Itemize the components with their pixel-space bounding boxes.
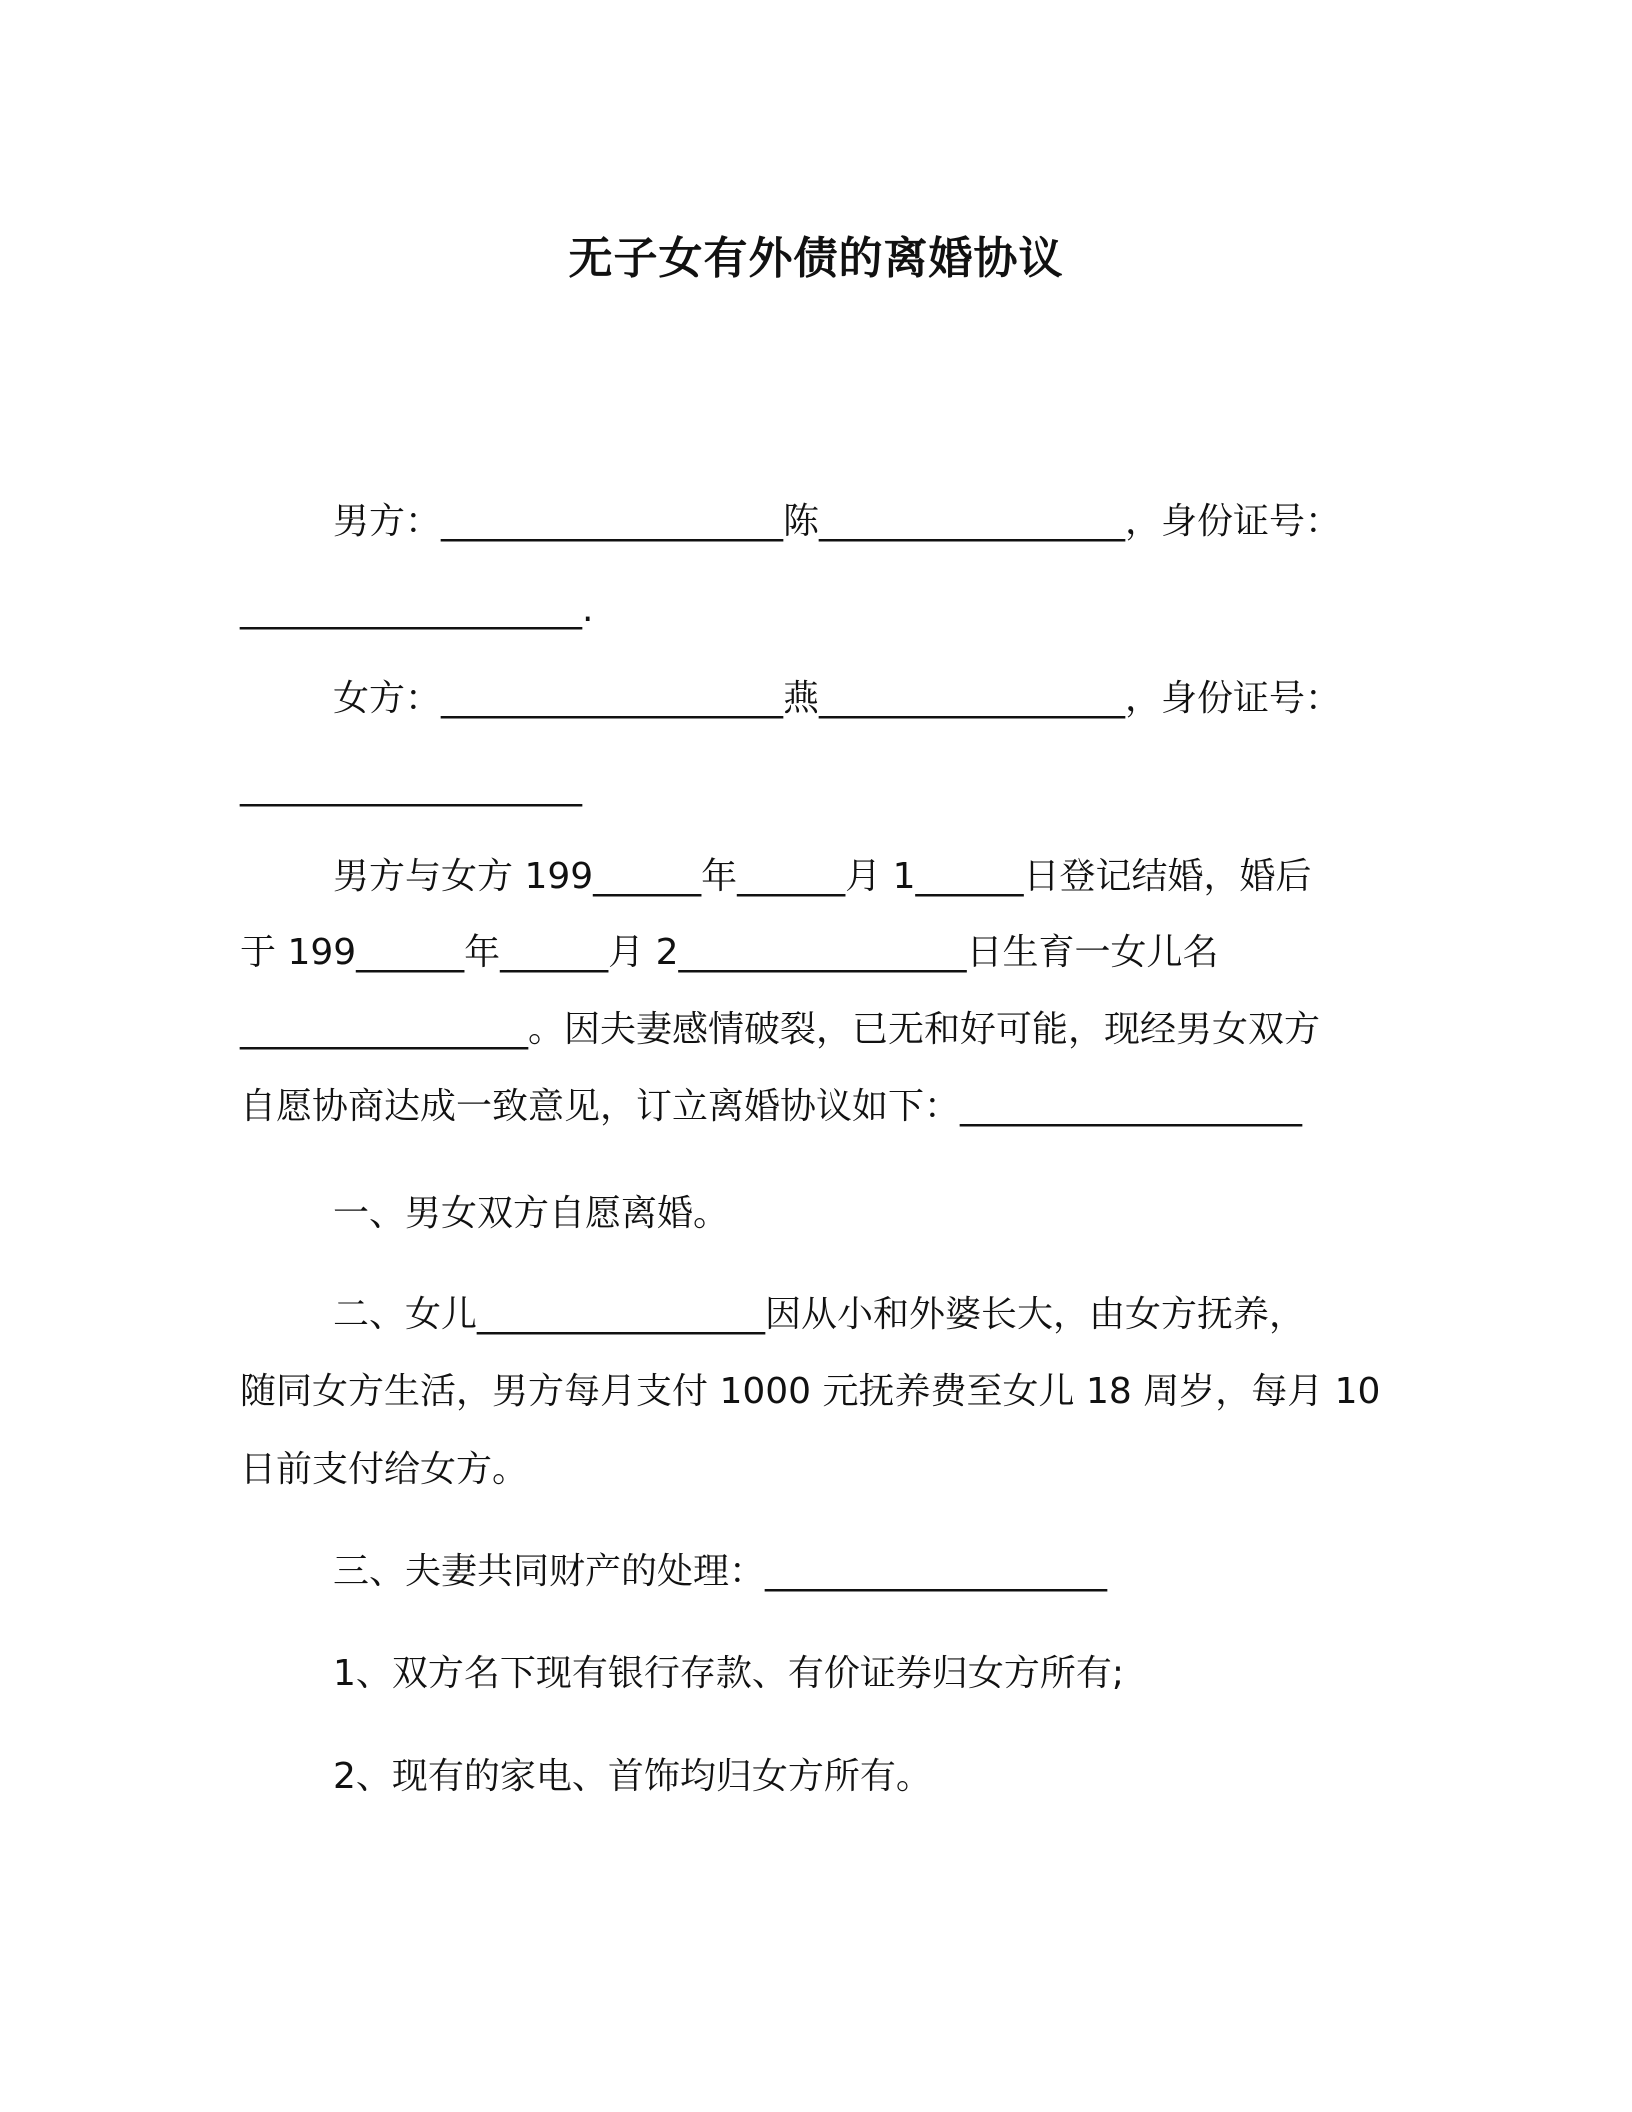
clause-3-item-2: 2、现有的家电、首饰均归女方所有。 — [333, 1756, 932, 1797]
clause-3-item-1: 1、双方名下现有银行存款、有价证券归女方所有; — [333, 1653, 1125, 1694]
clause-2-line-3: 日前支付给女方。 — [240, 1449, 529, 1490]
male-id-line: ___________________. — [240, 589, 594, 630]
male-party-line: 男方：___________________陈_________________，身份证号： — [333, 501, 1342, 542]
marriage-paragraph-line-4: 自愿协商达成一致意见，订立离婚协议如下：___________________ — [240, 1086, 1303, 1127]
female-id-line: ___________________ — [240, 766, 582, 807]
document-title: 无子女有外债的离婚协议 — [568, 233, 1064, 284]
marriage-paragraph-line-2: 于 199______年______月 2________________日生育一女儿名 — [240, 932, 1219, 973]
clause-2-line-2: 随同女方生活，男方每月支付 1000 元抚养费至女儿 18 周岁，每月 10 — [240, 1371, 1381, 1412]
clause-1: 一、男女双方自愿离婚。 — [333, 1193, 730, 1234]
female-party-line: 女方：___________________燕_________________，身份证号： — [333, 678, 1342, 719]
marriage-paragraph-line-3: ________________。因夫妻感情破裂，已无和好可能，现经男女双方 — [240, 1009, 1321, 1050]
marriage-paragraph-line-1: 男方与女方 199______年______月 1______日登记结婚，婚后 — [333, 856, 1312, 897]
clause-3-heading: 三、夫妻共同财产的处理：___________________ — [333, 1551, 1108, 1592]
clause-2-line-1: 二、女儿________________因从小和外婆长大，由女方抚养， — [333, 1294, 1306, 1335]
